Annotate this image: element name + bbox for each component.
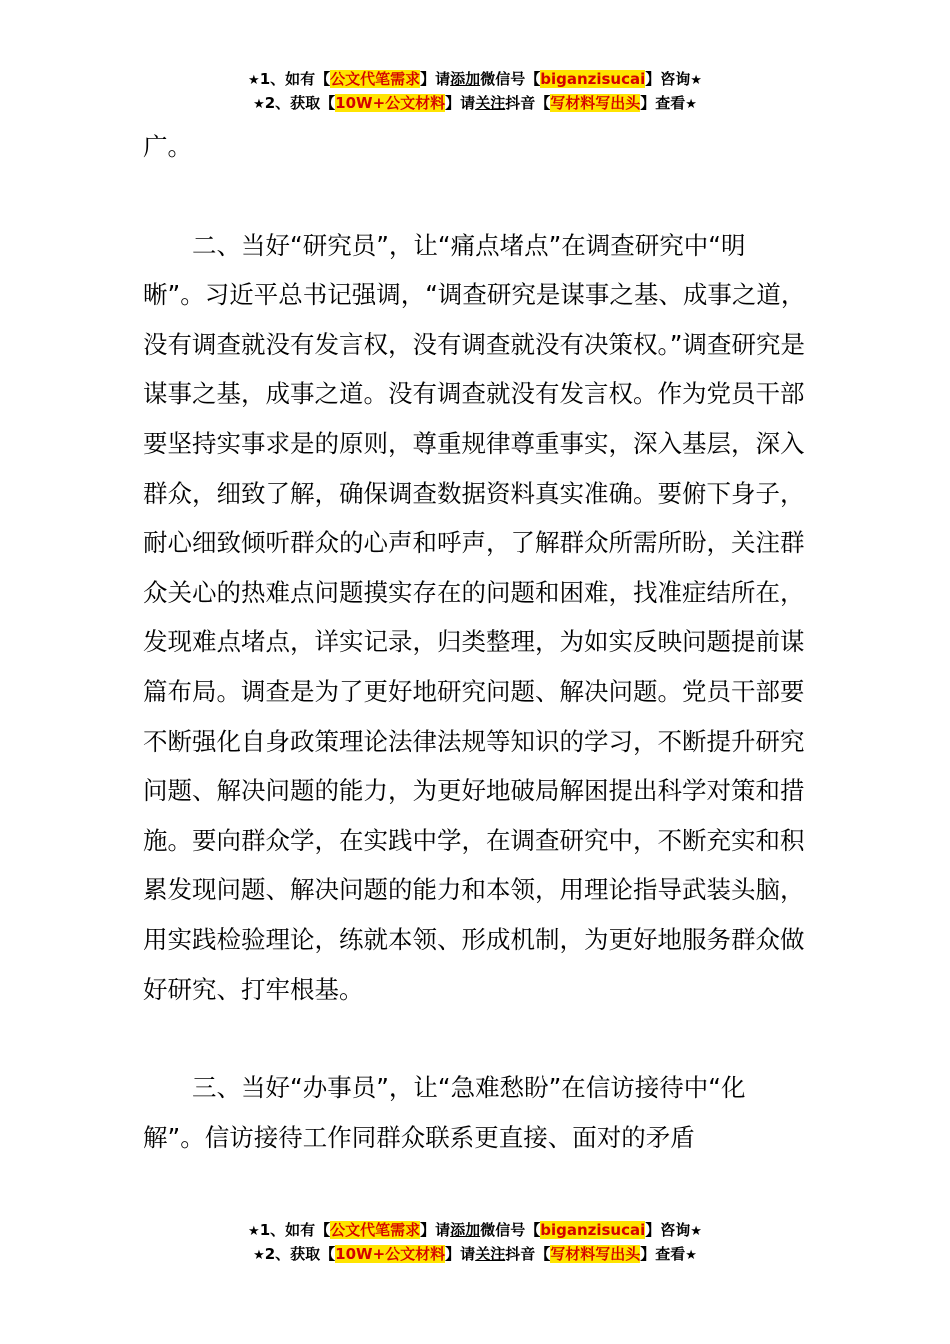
banner-line-1 xyxy=(0,68,950,92)
banner-line-1 xyxy=(0,1219,950,1243)
star-icon: ★ xyxy=(690,1224,702,1239)
star-icon: ★ xyxy=(685,1248,697,1263)
banner-text: 微信号【 xyxy=(480,70,541,88)
banner-text: 】请 xyxy=(420,70,451,88)
banner-text: 1、如有【 xyxy=(259,70,331,88)
highlight-materials: 10W+公文材料 xyxy=(335,94,446,112)
highlight-service: 公文代笔需求 xyxy=(330,70,421,88)
carry-over-text: 广。 xyxy=(143,132,192,161)
section-3-paragraph: 三、当好“办事员”，让“急难愁盼”在信访接待中“化解”。信访接待工作同群众联系更直接、面对的矛盾 xyxy=(143,1073,746,1152)
banner-text: 微信号【 xyxy=(480,1221,541,1239)
star-icon: ★ xyxy=(690,73,702,88)
banner-text: 】咨询 xyxy=(645,70,691,88)
star-icon: ★ xyxy=(685,97,697,112)
header-banner xyxy=(0,68,950,116)
paragraph-gap xyxy=(143,172,806,221)
banner-text: 抖音【 xyxy=(505,1245,551,1263)
star-icon: ★ xyxy=(248,73,260,88)
banner-underlined: 关注 xyxy=(475,1245,506,1263)
banner-text: 】查看 xyxy=(640,1245,686,1263)
banner-underlined: 添加 xyxy=(450,70,481,88)
highlight-douyin-id: 写材料写出头 xyxy=(550,1245,641,1263)
banner-underlined: 关注 xyxy=(475,94,506,112)
highlight-wechat-id: biganzisucai xyxy=(540,70,646,88)
highlight-materials: 10W+公文材料 xyxy=(335,1245,446,1263)
star-icon: ★ xyxy=(248,1224,260,1239)
banner-text: 2、获取【 xyxy=(264,94,336,112)
highlight-service: 公文代笔需求 xyxy=(330,1221,421,1239)
banner-text: 】请 xyxy=(445,1245,476,1263)
banner-text: 抖音【 xyxy=(505,94,551,112)
banner-underlined: 添加 xyxy=(450,1221,481,1239)
banner-text: 】请 xyxy=(445,94,476,112)
banner-text: 】查看 xyxy=(640,94,686,112)
banner-text: 2、获取【 xyxy=(264,1245,336,1263)
document-body xyxy=(143,122,806,1162)
section-2-paragraph: 二、当好“研究员”，让“痛点堵点”在调查研究中“明晰”。习近平总书记强调，“调查研究是谋事之基、成事之道，没有调查就没有发言权，没有调查就没有决策权。”调查研究是谋事之基，成事之道。没有调查就没有发言权。作为党员干部要坚持实事求是的原则，尊重规律尊重事实，深入基层，深入群众，细致了解，确保调查数据资料真实准确。要俯下身子，耐心细致倾听群众的心声和呼声，了解群众所需所盼，关注群众关心的热难点问题摸实存在的问题和困难，找准症结所在，发现难点堵点，详实记录，归类整理，为如实反映问题提前谋篇布局。调查是为了更好地研究问题、解决问题。党员干部要不断强化自身政策理论法律法规等知识的学习，不断提升研究问题、解决问题的能力，为更好地破局解困提出科学对策和措施。要向群众学，在实践中学，在调查研究中，不断充实和积累发现问题、解决问题的能力和本领，用理论指导武装头脑，用实践检验理论，练就本领、形成机制，为更好地服务群众做好研究、打牢根基。 xyxy=(143,230,806,1004)
banner-text: 】咨询 xyxy=(645,1221,691,1239)
paragraph-gap xyxy=(143,1014,806,1063)
banner-text: 】请 xyxy=(420,1221,451,1239)
banner-line-2 xyxy=(0,92,950,116)
banner-line-2 xyxy=(0,1243,950,1267)
highlight-wechat-id: biganzisucai xyxy=(540,1221,646,1239)
star-icon: ★ xyxy=(253,1248,265,1263)
star-icon: ★ xyxy=(253,97,265,112)
banner-text: 1、如有【 xyxy=(259,1221,331,1239)
highlight-douyin-id: 写材料写出头 xyxy=(550,94,641,112)
footer-banner xyxy=(0,1219,950,1267)
